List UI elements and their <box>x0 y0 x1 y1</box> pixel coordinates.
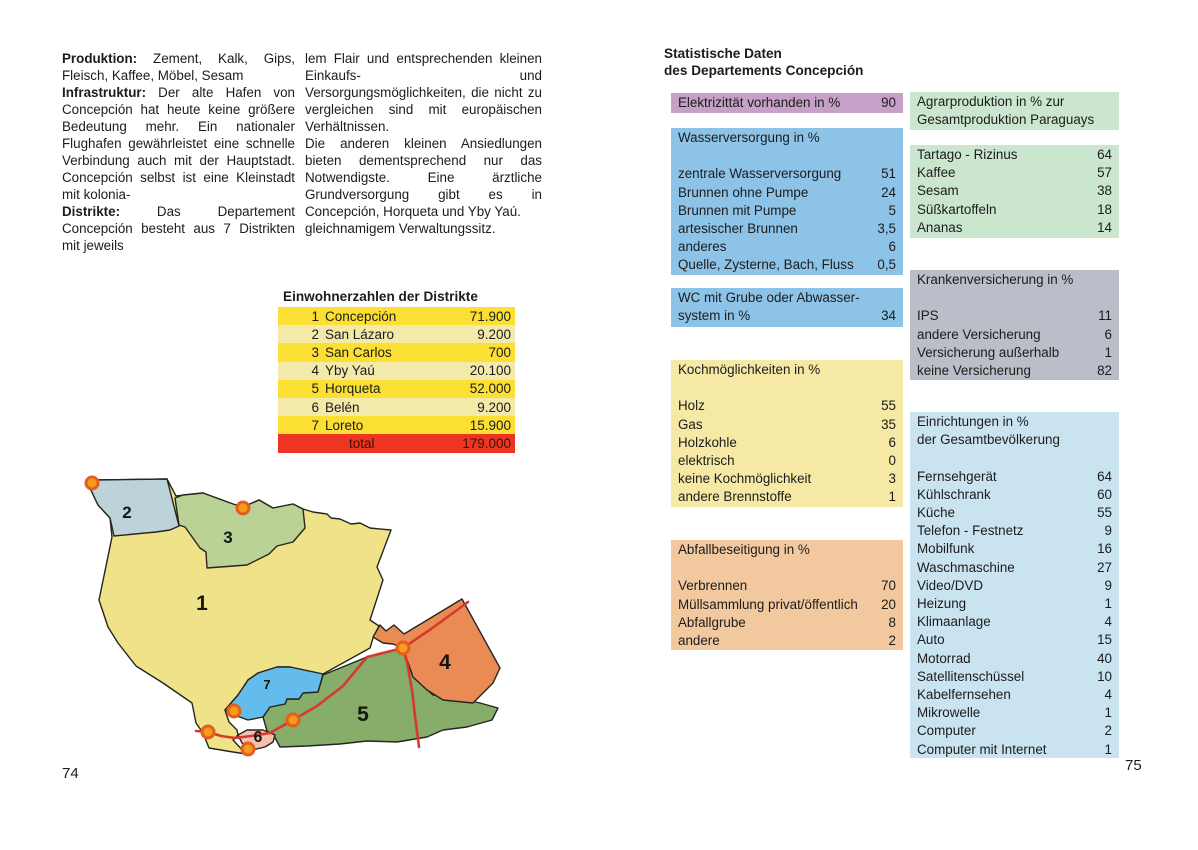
row-value: 57 <box>1097 165 1112 181</box>
row-value: 1 <box>1104 344 1112 360</box>
row-value: 0,5 <box>877 257 896 273</box>
row-label: keine Kochmöglichkeit <box>678 471 812 487</box>
einwohner-table-title: Einwohnerzahlen der Distrikte <box>283 289 478 304</box>
paragraph-text: Zement, Kalk, Gips, Fleisch, Kaffee, Möbel, Sesam <box>62 51 295 83</box>
row-label: Waschmaschine <box>917 559 1015 575</box>
district-population: 20.100 <box>469 363 511 379</box>
table-row <box>678 434 896 452</box>
paragraph-lead: Infrastruktur: <box>62 85 147 100</box>
row-label: Mikrowelle <box>917 705 981 721</box>
table-krankenversicherung <box>910 270 1119 380</box>
table-row <box>917 631 1112 649</box>
table-row <box>917 504 1112 522</box>
table-row <box>678 632 896 650</box>
table-kochmoeglichkeiten <box>671 360 903 507</box>
table-header-line1: Einrichtungen in % <box>917 414 1029 429</box>
paragraph-lead: Produktion: <box>62 51 138 66</box>
table-row <box>678 184 896 202</box>
row-label: Sesam <box>917 183 959 199</box>
district-name: Loreto <box>325 417 364 433</box>
paragraph-produktion <box>62 50 295 84</box>
right-page-title <box>664 45 863 79</box>
town-marker-icon <box>397 642 409 654</box>
page-number-left: 74 <box>62 765 79 782</box>
row-value: 55 <box>881 398 896 414</box>
district-number: 6 <box>311 399 319 415</box>
table-elektrizitaet <box>671 93 903 113</box>
table-row <box>678 165 896 183</box>
row-label: Gas <box>678 416 703 432</box>
paragraph-ansiedlungen: Die anderen kleinen Ansiedlungen bieten dementsprechend nur das Notwendigste. Eine ärztliche Grundversorgung gibt es in Concepción, Horqueta und Yby Yaú. <box>305 136 542 219</box>
table-row <box>917 164 1112 182</box>
row-label: Motorrad <box>917 650 971 666</box>
row-value: 1 <box>1104 741 1112 757</box>
row-label: Telefon - Festnetz <box>917 523 1024 539</box>
row-value: 6 <box>888 239 896 255</box>
row-label: andere Versicherung <box>917 326 1041 342</box>
row-label: Computer <box>917 723 976 739</box>
paragraph-text: Der alte Hafen von Concepción hat heute keine größere Bedeutung mehr. Ein nationaler Flughafen gewährleistet eine schnelle Verbindung auch mit der Hauptstadt. Concepción selbst ist eine Kleinstadt mit kolonia- <box>62 85 295 202</box>
row-label: Mobilfunk <box>917 541 975 557</box>
district-3-label: 3 <box>223 528 233 547</box>
district-number: 5 <box>311 381 319 397</box>
table-header-line1: Agrarproduktion in % zur <box>917 94 1065 109</box>
table-row <box>917 182 1112 200</box>
row-label: Auto <box>917 632 945 648</box>
row-value: 64 <box>1097 468 1112 484</box>
row-label: artesischer Brunnen <box>678 221 798 236</box>
paragraph-flair: lem Flair und entsprechenden kleinen Einkaufs- und Versorgungsmöglichkeiten, die nicht zu vergleichen sind mit europäischen Verhältnissen. <box>305 51 542 134</box>
table-row <box>917 146 1112 164</box>
row-value: 11 <box>1098 308 1112 324</box>
table-rows <box>917 468 1112 759</box>
district-number: 7 <box>311 417 319 433</box>
table-row <box>917 686 1112 704</box>
row-value: 64 <box>1097 147 1112 162</box>
table-row <box>917 486 1112 504</box>
table-row <box>917 595 1112 613</box>
row-value: 60 <box>1097 486 1112 502</box>
row-value: 27 <box>1097 559 1112 575</box>
district-population: 71.900 <box>469 308 511 324</box>
table-row <box>917 307 1112 325</box>
district-name: San Carlos <box>325 344 392 360</box>
table-row <box>678 202 896 220</box>
row-value: 4 <box>1104 614 1112 630</box>
row-label: Küche <box>917 505 955 520</box>
table-row <box>917 613 1112 631</box>
district-name: Concepción <box>325 308 397 324</box>
town-marker-icon <box>86 477 98 489</box>
row-label: Satellitenschüssel <box>917 668 1025 684</box>
table-abfallbeseitigung <box>671 540 903 650</box>
row-label: Kaffee <box>917 165 956 181</box>
table-row <box>678 596 896 614</box>
row-label: keine Versicherung <box>917 363 1031 378</box>
row-label: Verbrennen <box>678 578 748 594</box>
row-label: andere Brennstoffe <box>678 489 792 505</box>
district-population: 9.200 <box>477 326 511 342</box>
table-row <box>678 488 896 506</box>
row-value: 38 <box>1097 183 1112 199</box>
district-name: total <box>349 435 375 451</box>
row-label: Fernsehgerät <box>917 468 997 484</box>
row-value: 34 <box>881 308 896 324</box>
town-marker-icon <box>242 743 254 755</box>
table-header: WC mit Grube oder Abwasser- <box>678 290 860 305</box>
page-number-right: 75 <box>1125 757 1142 774</box>
einwohner-table-row <box>278 380 515 398</box>
row-label: anderes <box>678 239 727 255</box>
row-label: andere <box>678 633 720 648</box>
right-page-title-line2: des Departements Concepción <box>664 63 864 78</box>
table-row <box>917 344 1112 362</box>
row-label: Süßkartoffeln <box>917 201 997 217</box>
table-row <box>917 540 1112 558</box>
table-row <box>678 614 896 632</box>
row-label: Brunnen ohne Pumpe <box>678 184 809 200</box>
district-6-label: 6 <box>253 729 263 746</box>
table-row <box>917 668 1112 686</box>
table-row <box>678 307 896 325</box>
table-row <box>917 201 1112 219</box>
district-2-label: 2 <box>122 503 132 522</box>
table-wc <box>671 288 903 327</box>
einwohner-table-row <box>278 325 515 343</box>
row-label: Computer mit Internet <box>917 741 1047 757</box>
row-value: 10 <box>1097 668 1112 684</box>
town-marker-icon <box>287 714 299 726</box>
row-label: Quelle, Zysterne, Bach, Fluss <box>678 257 854 273</box>
row-label: Tartago - Rizinus <box>917 147 1018 162</box>
row-label: Elektrizittät vorhanden in % <box>678 95 841 110</box>
row-label: Kabelfernsehen <box>917 687 1011 703</box>
district-5-label: 5 <box>357 703 369 726</box>
table-rows <box>678 577 896 650</box>
row-value: 16 <box>1097 541 1112 557</box>
row-value: 6 <box>888 434 896 450</box>
district-population: 9.200 <box>477 399 511 415</box>
row-value: 2 <box>888 633 896 648</box>
row-value: 1 <box>1104 705 1112 721</box>
row-value: 20 <box>881 596 896 612</box>
row-value: 4 <box>1104 687 1112 703</box>
paragraph-infrastruktur <box>62 84 295 203</box>
row-value: 3,5 <box>877 221 896 236</box>
row-value: 90 <box>881 95 896 110</box>
table-row <box>917 559 1112 577</box>
row-value: 1 <box>888 489 896 505</box>
left-text-column-1 <box>62 50 295 254</box>
town-marker-icon <box>228 705 240 717</box>
row-value: 82 <box>1097 363 1112 378</box>
row-value: 2 <box>1104 723 1112 739</box>
table-row <box>678 220 896 238</box>
row-label: Holzkohle <box>678 434 737 450</box>
row-label: Müllsammlung privat/öffentlich <box>678 596 858 612</box>
table-header: Wasserversorgung in % <box>678 130 820 145</box>
spacer <box>678 379 896 397</box>
district-4-label: 4 <box>439 651 451 674</box>
table-header-line2: der Gesamtbevölkerung <box>917 432 1060 448</box>
spacer <box>917 289 1112 307</box>
town-marker-icon <box>202 726 214 738</box>
row-label: Abfallgrube <box>678 614 746 630</box>
table-header: Abfallbeseitigung in % <box>678 542 810 557</box>
table-row <box>678 452 896 470</box>
spacer <box>678 559 896 577</box>
row-value: 6 <box>1104 326 1112 342</box>
table-row <box>917 650 1112 668</box>
district-number: 1 <box>311 308 319 324</box>
row-label: IPS <box>917 308 939 324</box>
table-einrichtungen <box>910 412 1119 758</box>
einwohner-table <box>278 307 515 453</box>
table-row <box>917 362 1112 380</box>
table-rows <box>678 165 896 274</box>
paragraph-distrikte <box>62 203 295 254</box>
right-page-title-line1: Statistische Daten <box>664 46 782 61</box>
row-label: elektrisch <box>678 453 735 468</box>
table-row <box>917 722 1112 740</box>
district-7-label: 7 <box>263 677 271 692</box>
district-population: 52.000 <box>469 381 511 397</box>
table-row <box>917 326 1112 344</box>
paragraph-lead: Distrikte: <box>62 204 121 219</box>
paragraph-verwaltungssitz: gleichnamigem Verwaltungssitz. <box>305 221 496 236</box>
left-text-column-2 <box>305 50 542 237</box>
table-agrarproduktion <box>910 145 1119 238</box>
spacer <box>917 449 1112 467</box>
row-value: 24 <box>881 184 896 200</box>
row-label: zentrale Wasserversorgung <box>678 166 842 182</box>
row-label: Brunnen mit Pumpe <box>678 202 797 218</box>
row-label: Ananas <box>917 219 963 235</box>
table-header-line2: Gesamtproduktion Paraguays <box>917 112 1095 128</box>
row-value: 9 <box>1104 577 1112 593</box>
district-1-label: 1 <box>196 592 208 615</box>
town-marker-icon <box>237 502 249 514</box>
row-label: Heizung <box>917 596 967 612</box>
table-row <box>678 470 896 488</box>
row-label: Klimaanlage <box>917 614 991 630</box>
einwohner-table-row <box>278 398 515 416</box>
row-value: 9 <box>1104 523 1112 539</box>
row-value: 40 <box>1097 650 1112 666</box>
table-row <box>917 704 1112 722</box>
table-agrarproduktion-header <box>910 92 1119 130</box>
row-value: 70 <box>881 578 896 594</box>
row-value: 1 <box>1104 596 1112 612</box>
table-row <box>917 522 1112 540</box>
einwohner-table-row <box>278 416 515 434</box>
row-label: Holz <box>678 398 705 414</box>
einwohner-table-row <box>278 343 515 361</box>
table-rows <box>917 146 1112 237</box>
row-label: Kühlschrank <box>917 486 991 502</box>
table-row <box>678 256 896 274</box>
row-value: 15 <box>1097 632 1112 648</box>
row-value: 35 <box>881 416 896 432</box>
district-2-shape <box>89 479 179 536</box>
table-wasserversorgung <box>671 128 903 275</box>
table-row <box>917 468 1112 486</box>
district-name: San Lázaro <box>325 326 395 342</box>
table-row <box>678 94 896 112</box>
district-name: Belén <box>325 399 360 415</box>
district-name: Horqueta <box>325 381 381 397</box>
table-row <box>678 577 896 595</box>
table-row <box>917 577 1112 595</box>
row-value: 51 <box>881 166 896 182</box>
row-value: 8 <box>888 614 896 630</box>
table-rows <box>678 397 896 506</box>
row-value: 18 <box>1097 201 1112 217</box>
district-number: 4 <box>311 363 319 379</box>
table-row <box>917 219 1112 237</box>
table-row <box>917 741 1112 759</box>
district-population: 700 <box>488 344 511 360</box>
row-value: 55 <box>1097 505 1112 520</box>
einwohner-table-row <box>278 434 515 452</box>
paragraph-text: Das Departement Concepción besteht aus 7 Distrikten mit jeweils <box>62 204 295 253</box>
district-number: 3 <box>311 344 319 360</box>
row-value: 0 <box>888 453 896 468</box>
row-label: Versicherung außerhalb <box>917 344 1060 360</box>
district-number: 2 <box>311 326 319 342</box>
spacer <box>678 147 896 165</box>
district-map <box>55 464 515 776</box>
row-label: Video/DVD <box>917 577 983 593</box>
einwohner-table-row <box>278 307 515 325</box>
table-header: Kochmöglichkeiten in % <box>678 362 821 377</box>
table-rows <box>917 307 1112 380</box>
einwohner-table-row <box>278 362 515 380</box>
table-row <box>678 397 896 415</box>
row-value: 3 <box>888 471 896 487</box>
district-population: 179.000 <box>462 435 511 451</box>
table-row <box>678 238 896 256</box>
row-value: 5 <box>888 202 896 218</box>
row-value: 14 <box>1097 219 1112 235</box>
district-population: 15.900 <box>469 417 511 433</box>
table-row <box>678 416 896 434</box>
district-name: Yby Yaú <box>325 363 375 379</box>
row-label: system in % <box>678 308 751 324</box>
table-header: Krankenversicherung in % <box>917 272 1074 287</box>
